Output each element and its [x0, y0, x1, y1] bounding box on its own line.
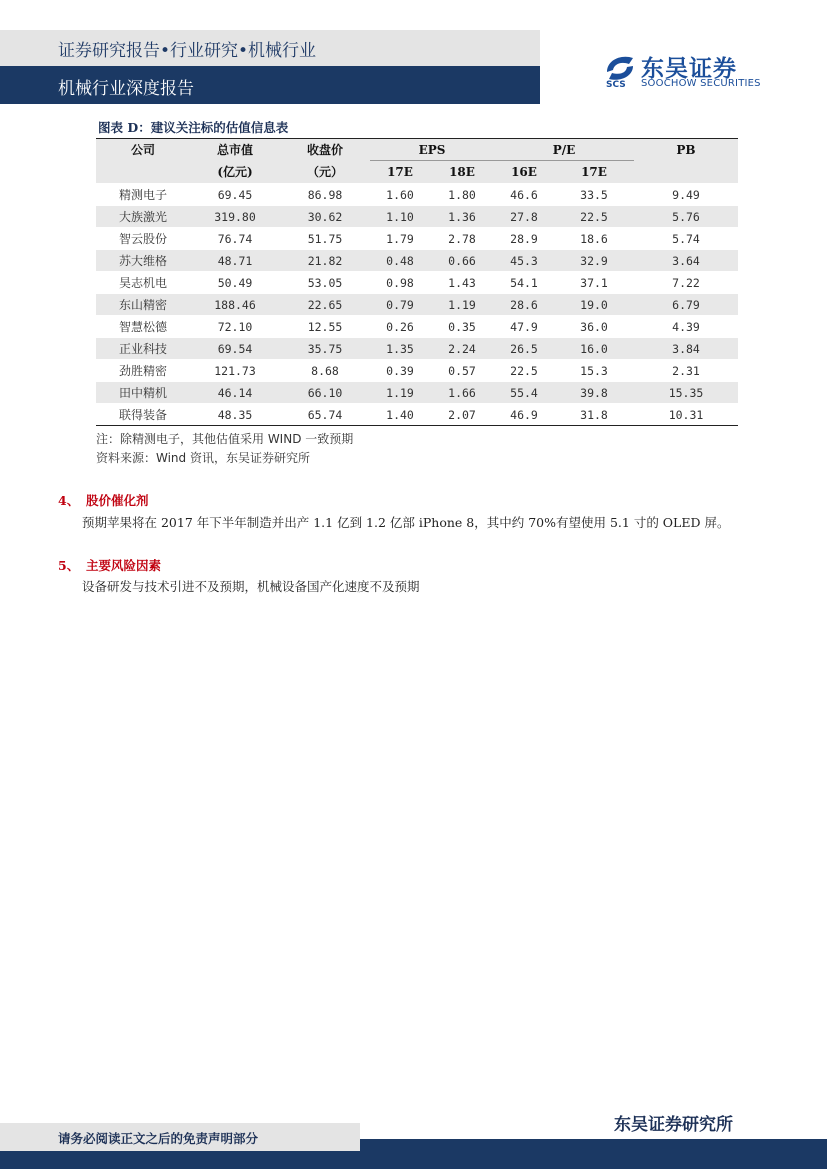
table-title: 图表 D：建议关注标的估值信息表: [98, 120, 289, 135]
cell-eps18: 1.66: [430, 382, 494, 404]
cell-eps18: 2.78: [430, 228, 494, 250]
cell-pb: 10.31: [634, 404, 738, 426]
cell-market-cap: 319.80: [190, 206, 280, 228]
table-row: [96, 184, 738, 206]
cell-eps17: 1.35: [370, 338, 430, 360]
cell-company: 昊志机电: [96, 272, 190, 294]
cell-price: 12.55: [280, 316, 370, 338]
cell-eps17: 1.10: [370, 206, 430, 228]
cell-pe17: 31.8: [554, 404, 634, 426]
cell-company: 正业科技: [96, 338, 190, 360]
cell-company: 东山精密: [96, 294, 190, 316]
col-eps-18e: 18E: [430, 161, 494, 184]
section-4-heading: [58, 491, 149, 509]
col-pe-17e: 17E: [554, 161, 634, 184]
cell-eps17: 0.98: [370, 272, 430, 294]
table-row: [96, 404, 738, 426]
cell-pe17: 16.0: [554, 338, 634, 360]
cell-eps17: 1.40: [370, 404, 430, 426]
cell-eps18: 1.36: [430, 206, 494, 228]
col-company-sub: [96, 161, 190, 184]
col-pb: PB: [634, 139, 738, 161]
cell-pe16: 28.9: [494, 228, 554, 250]
cell-market-cap: 76.74: [190, 228, 280, 250]
section-4-title: 股价催化剂: [86, 493, 149, 508]
cell-eps18: 1.19: [430, 294, 494, 316]
cell-eps17: 1.60: [370, 184, 430, 206]
cell-price: 8.68: [280, 360, 370, 382]
report-type: 机械行业深度报告: [58, 79, 194, 99]
report-category: 证券研究报告•行业研究•机械行业: [58, 41, 317, 61]
table-row: [96, 316, 738, 338]
table-row: [96, 272, 738, 294]
cell-market-cap: 48.71: [190, 250, 280, 272]
cell-company: 联得装备: [96, 404, 190, 426]
cell-company: 劲胜精密: [96, 360, 190, 382]
cell-eps17: 0.39: [370, 360, 430, 382]
cell-price: 51.75: [280, 228, 370, 250]
cell-price: 66.10: [280, 382, 370, 404]
col-pe-16e: 16E: [494, 161, 554, 184]
cell-market-cap: 48.35: [190, 404, 280, 426]
table-row: [96, 206, 738, 228]
table-row: [96, 382, 738, 404]
cell-pb: 7.22: [634, 272, 738, 294]
cell-pe16: 45.3: [494, 250, 554, 272]
col-close-price: 收盘价: [280, 139, 370, 161]
cell-pb: 2.31: [634, 360, 738, 382]
cell-market-cap: 69.54: [190, 338, 280, 360]
cell-pe17: 15.3: [554, 360, 634, 382]
cell-eps18: 0.35: [430, 316, 494, 338]
cell-pe17: 36.0: [554, 316, 634, 338]
col-pe: P/E: [494, 139, 634, 161]
cell-market-cap: 50.49: [190, 272, 280, 294]
cell-pe16: 27.8: [494, 206, 554, 228]
table-body: [96, 184, 738, 426]
cell-pe17: 19.0: [554, 294, 634, 316]
cell-company: 田中精机: [96, 382, 190, 404]
cell-pb: 5.76: [634, 206, 738, 228]
cell-market-cap: 188.46: [190, 294, 280, 316]
section-4-body: 预期苹果将在 2017 年下半年制造并出产 1.1 亿到 1.2 亿部 iPhone 8，其中约 70%有望使用 5.1 寸的 OLED 屏。: [82, 515, 730, 530]
section-4-number: 4、: [58, 493, 80, 508]
cell-pb: 5.74: [634, 228, 738, 250]
footer-institute: 东吴证券研究所: [614, 1115, 733, 1135]
cell-eps18: 1.80: [430, 184, 494, 206]
cell-eps17: 0.48: [370, 250, 430, 272]
cell-price: 65.74: [280, 404, 370, 426]
table-row: [96, 250, 738, 272]
cell-market-cap: 72.10: [190, 316, 280, 338]
table-row: [96, 228, 738, 250]
col-pb-sub: [634, 161, 738, 184]
table-note: 注：除精测电子，其他估值采用 WIND 一致预期: [96, 432, 354, 446]
cell-pe16: 28.6: [494, 294, 554, 316]
table-header-row-1: [96, 139, 738, 161]
cell-eps18: 2.07: [430, 404, 494, 426]
cell-pe16: 55.4: [494, 382, 554, 404]
cell-eps18: 0.57: [430, 360, 494, 382]
cell-company: 苏大维格: [96, 250, 190, 272]
cell-eps18: 1.43: [430, 272, 494, 294]
soochow-logo: [603, 52, 773, 92]
section-5-body: 设备研发与技术引进不及预期，机械设备国产化速度不及预期: [82, 579, 420, 594]
cell-pe17: 22.5: [554, 206, 634, 228]
cell-eps18: 2.24: [430, 338, 494, 360]
col-market-cap: 总市值: [190, 139, 280, 161]
section-5-number: 5、: [58, 558, 80, 573]
cell-pe16: 54.1: [494, 272, 554, 294]
table-row: [96, 360, 738, 382]
cell-market-cap: 69.45: [190, 184, 280, 206]
cell-price: 30.62: [280, 206, 370, 228]
cell-company: 大族激光: [96, 206, 190, 228]
cell-pb: 15.35: [634, 382, 738, 404]
header-top-band: [0, 30, 540, 66]
table-header-row-2: [96, 161, 738, 184]
cell-market-cap: 46.14: [190, 382, 280, 404]
logo-name-cn: 东吴证券: [641, 56, 737, 82]
cell-company: 精测电子: [96, 184, 190, 206]
cell-pe17: 37.1: [554, 272, 634, 294]
cell-eps17: 1.19: [370, 382, 430, 404]
table-row: [96, 338, 738, 360]
cell-eps17: 1.79: [370, 228, 430, 250]
cell-pe17: 33.5: [554, 184, 634, 206]
col-close-price-unit: （元）: [280, 161, 370, 184]
logo-mark-icon: [603, 52, 637, 88]
cell-pe16: 22.5: [494, 360, 554, 382]
cell-pb: 3.84: [634, 338, 738, 360]
section-5-title: 主要风险因素: [86, 558, 162, 573]
footer-disclaimer: 请务必阅读正文之后的免责声明部分: [58, 1131, 259, 1146]
cell-pe16: 46.6: [494, 184, 554, 206]
cell-price: 21.82: [280, 250, 370, 272]
cell-company: 智云股份: [96, 228, 190, 250]
col-market-cap-unit: (亿元): [190, 161, 280, 184]
col-eps: EPS: [370, 139, 494, 161]
cell-company: 智慧松德: [96, 316, 190, 338]
cell-pe17: 18.6: [554, 228, 634, 250]
cell-pe17: 39.8: [554, 382, 634, 404]
cell-pe16: 46.9: [494, 404, 554, 426]
section-5-heading: [58, 556, 161, 574]
logo-mark-text: SCS: [606, 80, 626, 88]
cell-price: 22.65: [280, 294, 370, 316]
cell-pe16: 26.5: [494, 338, 554, 360]
valuation-table: [96, 138, 738, 426]
cell-pe16: 47.9: [494, 316, 554, 338]
cell-pb: 6.79: [634, 294, 738, 316]
header-bottom-band: [0, 66, 540, 104]
cell-pe17: 32.9: [554, 250, 634, 272]
cell-pb: 4.39: [634, 316, 738, 338]
cell-eps18: 0.66: [430, 250, 494, 272]
col-company: 公司: [96, 139, 190, 161]
cell-price: 86.98: [280, 184, 370, 206]
col-eps-17e: 17E: [370, 161, 430, 184]
table-source: 资料来源：Wind 资讯，东吴证券研究所: [96, 451, 310, 465]
cell-price: 35.75: [280, 338, 370, 360]
cell-pb: 3.64: [634, 250, 738, 272]
cell-pb: 9.49: [634, 184, 738, 206]
logo-name-en: SOOCHOW SECURITIES: [641, 78, 761, 89]
cell-eps17: 0.26: [370, 316, 430, 338]
cell-eps17: 0.79: [370, 294, 430, 316]
cell-price: 53.05: [280, 272, 370, 294]
table-row: [96, 294, 738, 316]
footer-disclaimer-band: [0, 1123, 360, 1151]
cell-market-cap: 121.73: [190, 360, 280, 382]
